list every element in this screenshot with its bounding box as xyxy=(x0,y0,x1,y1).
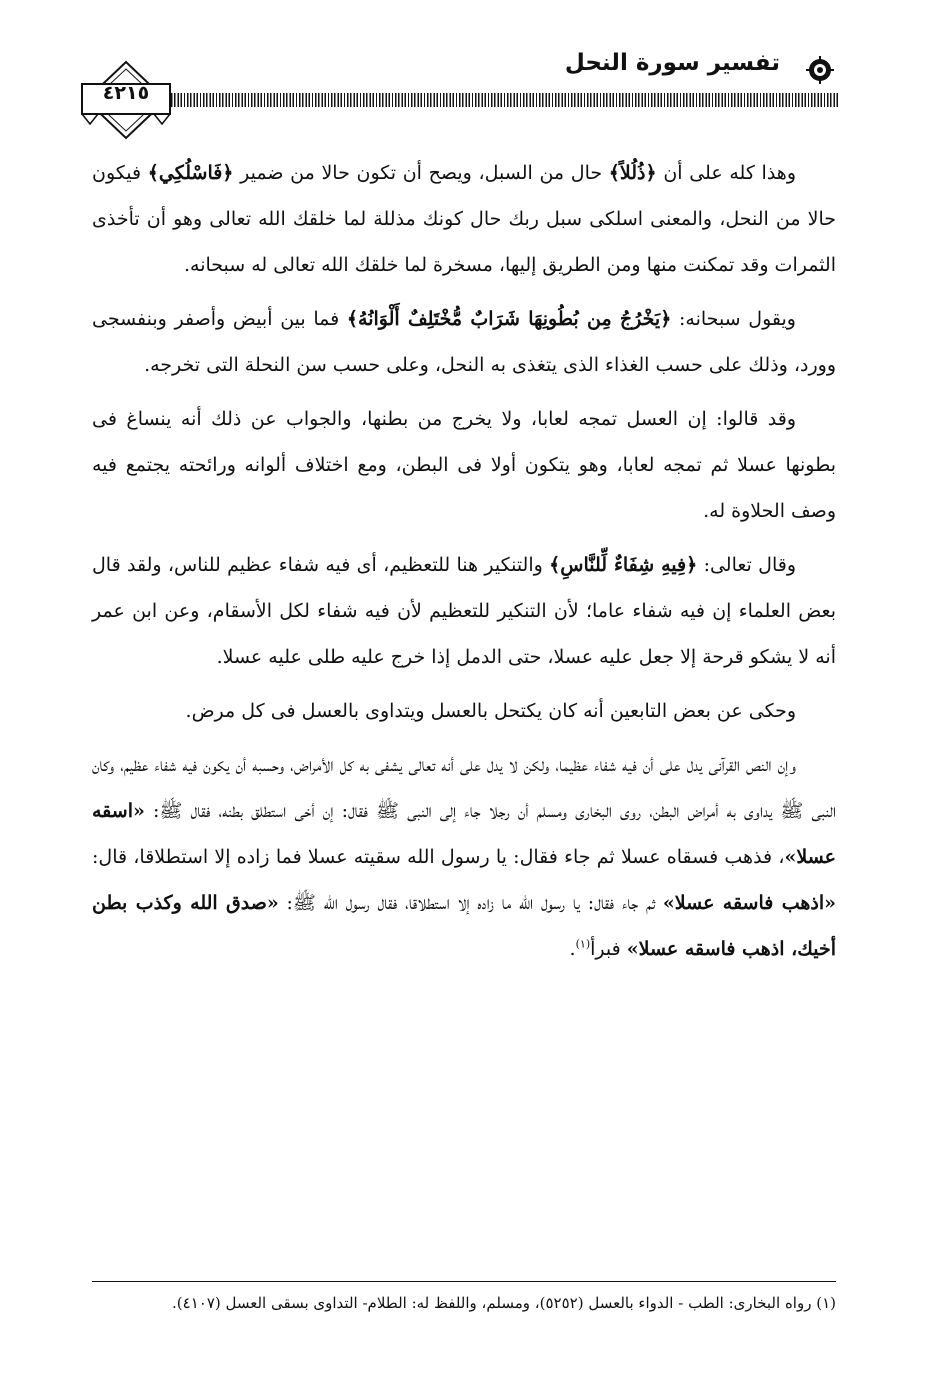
quran-quote: ﴿ذُلُلاً﴾ xyxy=(608,162,657,184)
main-text xyxy=(92,150,836,980)
footnote-ref: (١) xyxy=(575,937,591,951)
running-header-title: تفسير سورة النحل xyxy=(564,50,780,76)
hadith-quote: «اسقه عسلا» xyxy=(92,800,836,868)
header-hatched-rule xyxy=(155,93,840,107)
paragraph-5: وحكى عن بعض التابعين أنه كان يكتحل بالعسل ويتداوى بالعسل فى كل مرض. xyxy=(185,700,796,722)
page-number: ٤٢١٥ xyxy=(102,82,150,104)
paragraph-1: وهذا كله على أن ﴿ذُلُلاً﴾ حال من السبل، ويصح أن تكون حالا من ضمير ﴿فَاسْلُكِي﴾ فيكون حالا من النحل، والمعنى اسلكى سبل ربك حال كونك مذللة لما خلقك الله تعالى وهو أن تأخذى الثمرات وقد تمكنت منها ومن الطريق إليها، مسخرة لما خلقك الله تعالى له سبحانه. xyxy=(92,162,836,276)
paragraph-2: ويقول سبحانه: ﴿يَخْرُجُ مِن بُطُونِهَا شَرَابٌ مُّخْتَلِفٌ أَلْوَانُهُ﴾ فما بين أبيض وأصفر وبنفسجى وورد، وذلك على حسب الغذاء الذى يتغذى به النحل، وعلى حسب سن النحلة التى تخرجه. xyxy=(92,308,836,376)
hadith-quote: «اذهب فاسقه عسلا» xyxy=(662,892,836,914)
header-ornament-icon xyxy=(806,56,834,84)
paragraph-4: وقال تعالى: ﴿فِيهِ شِفَاءٌ لِّلنَّاسِ﴾ والتنكير هنا للتعظيم، أى فيه شفاء عظيم للناس، ولقد قال بعض العلماء إن فيه شفاء عاما؛ لأن التنكير للتعظيم لأن فيه شفاء لكل الأسقام، وعن ابن عمر أنه لا يشكو قرحة إلا جعل عليه عسلا، حتى الدمل إذا خرج عليه طلى عليه عسلا. xyxy=(92,554,836,668)
hadith-quote: «صدق الله وكذب بطن أخيك، اذهب فاسقه عسلا» xyxy=(92,892,836,960)
footnote-divider xyxy=(92,1281,836,1282)
paragraph-3: وقد قالوا: إن العسل تمجه لعابا، ولا يخرج من بطنها، والجواب عن ذلك أنه ينساغ فى بطونها عسلا ثم تمجه لعابا، وهو يتكون أولا فى البطن، ومع اختلاف ألوانه ورائحته يجتمع فيه وصف الحلاوة له. xyxy=(92,408,836,522)
paragraph-6: وإن النص القرآنى يدل على أن فيه شفاء عظيما، ولكن لا يدل على أنه تعالى يشفى به كل الأمراض، وحسبه أن يكون فيه شفاء عظيم، وكان النبى ﷺ يداوى به أمراض البطن، روى البخارى ومسلم أن رجلا جاء إلى النبى ﷺ فقال: إن أخى استطلق بطنه، فقال ﷺ: «اسقه عسلا»، فذهب فسقاه عسلا ثم جاء فقال: يا رسول الله سقيته عسلا فما زاده إلا استطلاقا، قال: «اذهب فاسقه عسلا» ثم جاء فقال: يا رسول الله ما زاده إلا استطلاقا، فقال رسول الله ﷺ: «صدق الله وكذب بطن أخيك، اذهب فاسقه عسلا» فبرأ$^{(١)}$. xyxy=(92,754,836,960)
quran-quote: ﴿فَاسْلُكِي﴾ xyxy=(147,162,234,184)
quran-quote: ﴿فِيهِ شِفَاءٌ لِّلنَّاسِ﴾ xyxy=(549,554,698,576)
quran-quote: ﴿يَخْرُجُ مِن بُطُونِهَا شَرَابٌ مُّخْتَلِفٌ أَلْوَانُهُ﴾ xyxy=(346,308,672,330)
footnote: (١) رواه البخارى: الطب - الدواء بالعسل (٥٢٥٢)، ومسلم، واللفظ له: الطلام- التداوى بسقى العسل (٤١٠٧). xyxy=(172,1294,836,1312)
